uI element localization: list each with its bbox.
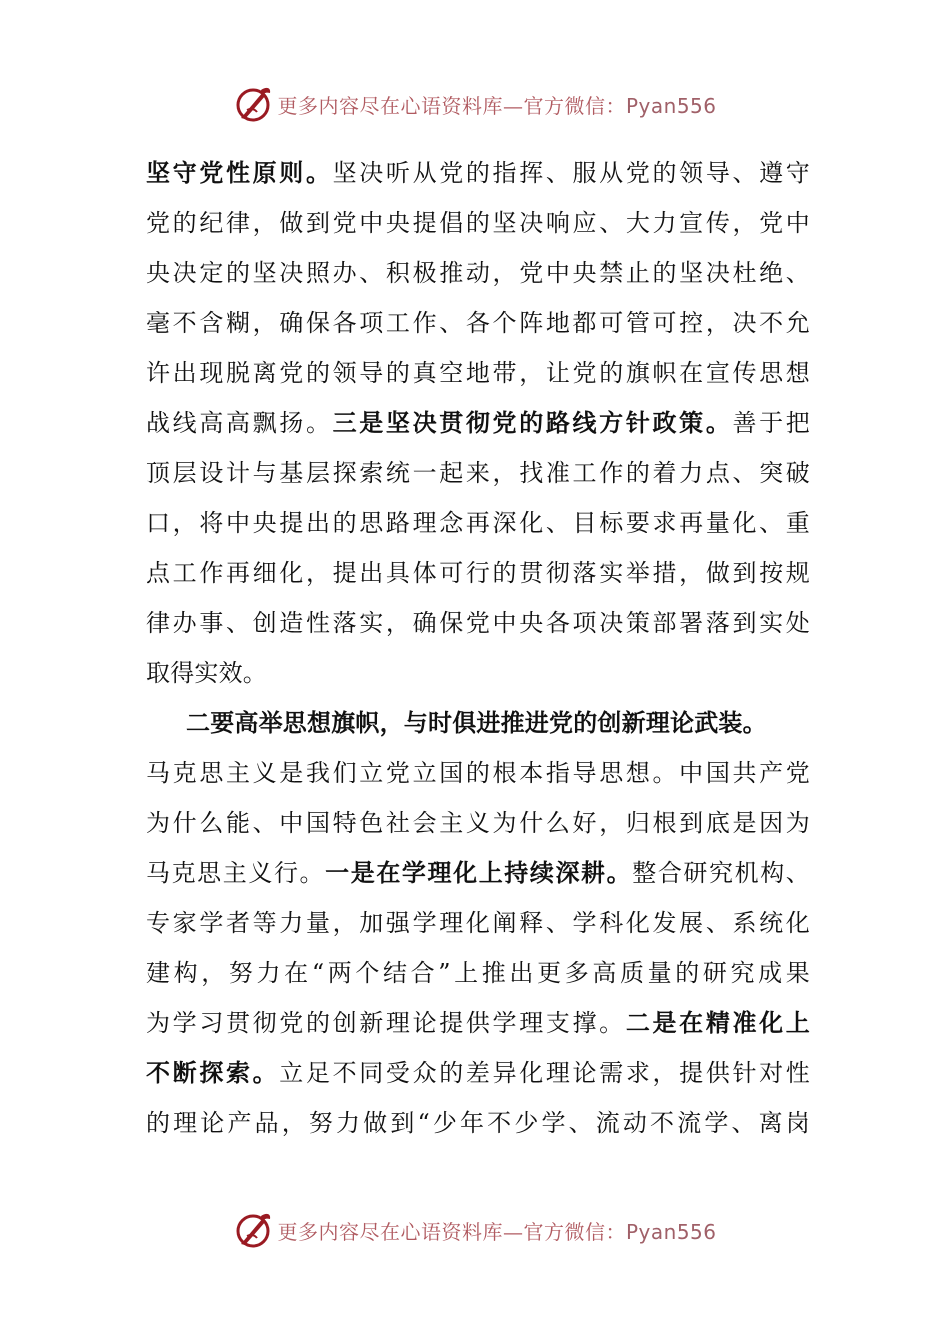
- text-line: 央决定的坚决照办、积极推动，党中央禁止的坚决杜绝、: [146, 259, 810, 287]
- header-banner-text: [277, 90, 716, 119]
- text-line: 的理论产品，努力做到“少年不少学、流动不流学、离岗: [146, 1109, 810, 1137]
- bold-heading: 二要高举思想旗帜，与时俱进推进党的创新理论武装。: [186, 708, 767, 737]
- text-line: 口，将中央提出的思路理念再深化、目标要求再量化、重: [146, 509, 810, 537]
- text-line: 建构，努力在“两个结合”上推出更多高质量的研究成果: [146, 959, 810, 987]
- footer-banner-wechat-id: Pyan556: [625, 1219, 717, 1244]
- bold-heading: 坚守党性原则。: [146, 158, 333, 187]
- bold-heading: 二是在精准化上: [625, 1008, 810, 1037]
- text-line: 为什么能、中国特色社会主义为什么好，归根到底是因为: [146, 809, 810, 837]
- line-text: 马克思主义行。: [146, 859, 326, 887]
- line-text: 立足不同受众的差异化理论需求，提供针对性: [279, 1059, 811, 1087]
- text-line: 专家学者等力量，加强学理化阐释、学科化发展、系统化: [146, 909, 810, 937]
- header-watermark-banner: [0, 82, 950, 126]
- line-text: 为学习贯彻党的创新理论提供学理支撑。: [146, 1009, 626, 1037]
- line-text: 战线高高飘扬。: [146, 409, 333, 437]
- header-banner-wechat-id: Pyan556: [625, 93, 717, 118]
- text-line: 党的纪律，做到党中央提倡的坚决响应、大力宣传，党中: [146, 209, 810, 237]
- text-line: 毫不含糊，确保各项工作、各个阵地都可管可控，决不允: [146, 309, 810, 337]
- document-body: [146, 148, 810, 1148]
- text-line: 点工作再细化，提出具体可行的贯彻落实举措，做到按规: [146, 559, 810, 587]
- footer-banner-label: 更多内容尽在心语资料库—官方微信：: [277, 1219, 626, 1244]
- text-line: [146, 848, 810, 898]
- bold-heading: 一是在学理化上持续深耕。: [325, 858, 633, 887]
- text-line: 取得实效。: [146, 659, 267, 687]
- text-line: 许出现脱离党的领导的真空地带，让党的旗帜在宣传思想: [146, 359, 810, 387]
- text-line: 顶层设计与基层探索统一起来，找准工作的着力点、突破: [146, 459, 810, 487]
- quill-logo-icon: [233, 1210, 273, 1250]
- text-line: [146, 148, 810, 198]
- text-line: 律办事、创造性落实，确保党中央各项决策部署落到实处: [146, 609, 810, 637]
- line-text: 整合研究机构、: [632, 859, 810, 887]
- header-banner-label: 更多内容尽在心语资料库—官方微信：: [277, 93, 626, 118]
- quill-logo-icon: [233, 84, 273, 124]
- footer-banner-text: [277, 1216, 716, 1245]
- footer-watermark-banner: [0, 1208, 950, 1252]
- bold-heading: 三是坚决贯彻党的路线方针政策。: [332, 408, 733, 437]
- bold-heading: 不断探索。: [146, 1058, 280, 1087]
- line-text: 善于把: [732, 409, 810, 437]
- text-line: [146, 998, 810, 1048]
- text-line: [146, 1048, 810, 1098]
- line-text: 坚决听从党的指挥、服从党的领导、遵守: [332, 159, 810, 187]
- text-line: 马克思主义是我们立党立国的根本指导思想。中国共产党: [146, 759, 810, 787]
- section-heading: [146, 698, 810, 748]
- text-line: [146, 398, 810, 448]
